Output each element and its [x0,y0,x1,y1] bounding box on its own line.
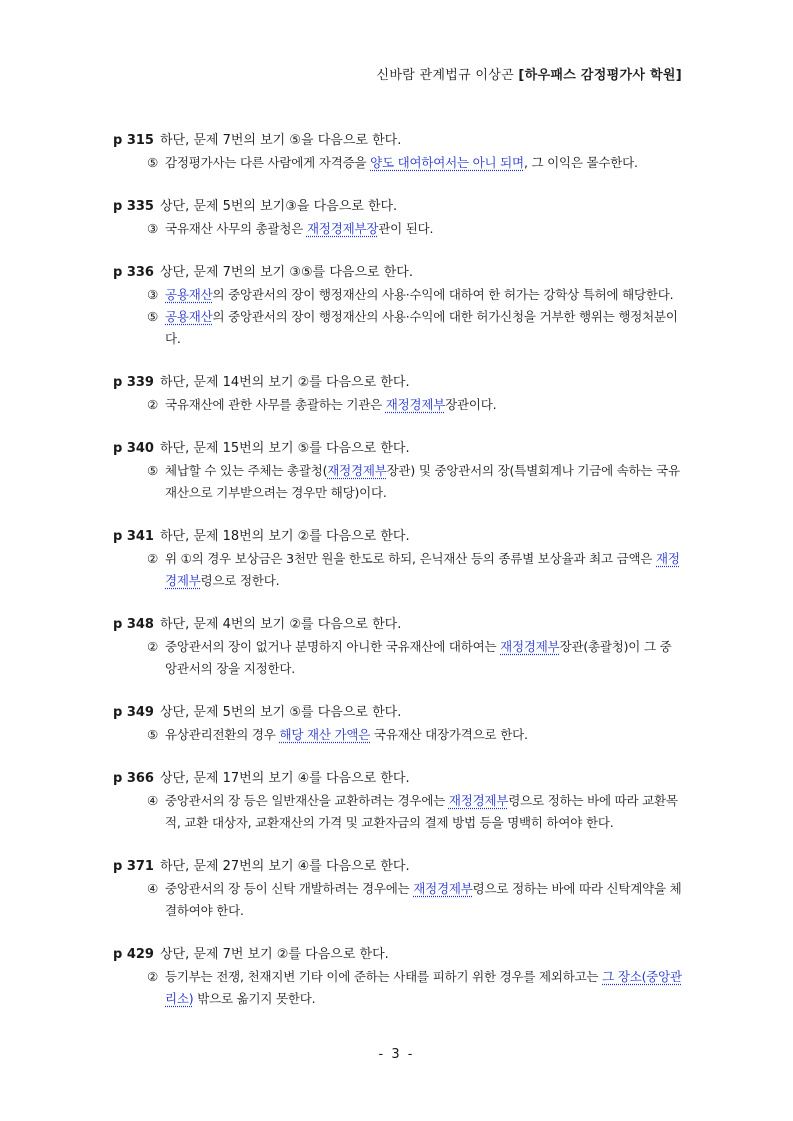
corrected-phrase: 공용재산 [165,287,213,302]
errata-entry [113,438,683,504]
choice-text: 밖으로 옮기지 못한다. [193,991,316,1006]
corrected-phrase: 재정경제부 [385,397,446,412]
corrected-phrase: 재정경제부장 [306,221,379,236]
page-reference: p 315 [113,133,154,148]
corrected-choice [113,460,683,504]
corrected-phrase: 양도 대여하여서는 아니 되며 [370,155,524,170]
page-reference: p 341 [113,529,154,544]
errata-entry [113,768,683,834]
corrected-phrase: 해당 재산 가액은 [279,727,371,742]
correction-instruction: 상단, 문제 5번의 보기③을 다음으로 한다. [159,199,398,214]
correction-instruction: 하단, 문제 7번의 보기 ⑤을 다음으로 한다. [159,133,402,148]
entry-heading [113,438,683,460]
choice-number: ③ [147,287,159,302]
errata-entry [113,614,683,680]
corrected-phrase: 재정경제부 [165,551,680,588]
choice-number: ④ [147,793,159,808]
choice-text: 령으로 정하는 바에 따라 신탁계약을 체결하여야 한다. [165,881,682,918]
choice-text: 중앙관서의 장이 없거나 분명하지 아니한 국유재산에 대하여는 [165,639,501,654]
entry-heading [113,944,683,966]
corrected-phrase: 그 장소(중앙관리소) [165,969,682,1006]
choice-text: 령으로 정한다. [200,573,280,588]
entry-heading [113,526,683,548]
errata-entry [113,196,683,240]
choice-number: ② [147,639,159,654]
page-reference: p 371 [113,859,154,874]
entry-heading [113,614,683,636]
choice-number: ② [147,969,159,984]
corrected-choice [113,284,683,306]
corrected-choice [113,724,683,746]
errata-entry [113,372,683,416]
corrected-choice [113,548,683,592]
choice-text: 중앙관서의 장 등은 일반재산을 교환하려는 경우에는 [165,793,449,808]
page-reference: p 336 [113,265,154,280]
correction-instruction: 상단, 문제 7번의 보기 ③⑤를 다음으로 한다. [159,265,413,280]
corrected-choice [113,636,683,680]
choice-text: 체납할 수 있는 주체는 총괄청( [165,463,328,478]
choice-text: 중앙관서의 장 등이 신탁 개발하려는 경우에는 [165,881,414,896]
header-author: 신바람 관계법규 이상곤 [376,68,514,83]
choice-number: ⑤ [147,309,159,324]
choice-number: ③ [147,221,159,236]
correction-instruction: 상단, 문제 7번 보기 ②를 다음으로 한다. [159,947,389,962]
corrected-choice [113,790,683,834]
corrected-choice [113,306,683,350]
entry-heading [113,856,683,878]
page-number: - 3 - [378,1047,415,1062]
correction-instruction: 하단, 문제 27번의 보기 ④를 다음으로 한다. [159,859,410,874]
page-reference: p 335 [113,199,154,214]
choice-text: 국유재산 사무의 총괄청은 [165,221,307,236]
choice-text: 유상관리전환의 경우 [165,727,280,742]
errata-list [113,130,683,1032]
correction-instruction: 하단, 문제 4번의 보기 ②를 다음으로 한다. [159,617,402,632]
correction-instruction: 상단, 문제 5번의 보기 ⑤를 다음으로 한다. [159,705,402,720]
errata-entry [113,130,683,174]
errata-entry [113,944,683,1010]
entry-heading [113,262,683,284]
page-reference: p 339 [113,375,154,390]
choice-text: 국유재산 대장가격으로 한다. [370,727,528,742]
corrected-phrase: 재정경제부 [448,793,509,808]
corrected-choice [113,878,683,922]
correction-instruction: 하단, 문제 18번의 보기 ②를 다음으로 한다. [159,529,410,544]
corrected-choice [113,218,683,240]
correction-instruction: 상단, 문제 17번의 보기 ④를 다음으로 한다. [159,771,410,786]
entry-heading [113,372,683,394]
page-header [377,64,682,83]
choice-text: 등기부는 전쟁, 천재지변 기타 이에 준하는 사태를 피하기 위한 경우를 제외하고는 [165,969,603,984]
choice-text: 위 ①의 경우 보상금은 3천만 원을 한도로 하되, 은닉재산 등의 종류별 보상율과 최고 금액은 [165,551,656,566]
page-reference: p 366 [113,771,154,786]
choice-text: 령으로 정하는 바에 따라 교환목적, 교환 대상자, 교환재산의 가격 및 교환자금의 결제 방법 등을 명백히 하여야 한다. [165,793,678,830]
entry-heading [113,768,683,790]
errata-entry [113,856,683,922]
choice-text: 관이 된다. [378,221,434,236]
choice-text: 장관이다. [445,397,497,412]
corrected-choice [113,152,683,174]
choice-number: ⑤ [147,155,159,170]
choice-text: 장관) 및 중앙관서의 장(특별회계나 기금에 속하는 국유재산으로 기부받으려는 경우만 해당)이다. [165,463,680,500]
corrected-phrase: 공용재산 [165,309,213,324]
choice-number: ⑤ [147,463,159,478]
page-reference: p 348 [113,617,154,632]
correction-instruction: 하단, 문제 14번의 보기 ②를 다음으로 한다. [159,375,410,390]
page-reference: p 349 [113,705,154,720]
choice-text: , 그 이익은 몰수한다. [523,155,638,170]
corrected-choice [113,966,683,1010]
choice-text: 의 중앙관서의 장이 행정재산의 사용·수익에 대하여 한 허가는 강학상 특허에 해당한다. [212,287,674,302]
header-academy: [하우패스 감정평가사 학원] [518,68,682,83]
corrected-phrase: 재정경제부 [500,639,560,654]
choice-text: 국유재산에 관한 사무를 총괄하는 기관은 [165,397,386,412]
choice-text: 의 중앙관서의 장이 행정재산의 사용·수익에 대한 허가신청을 거부한 행위는 행정처분이다. [165,309,678,346]
errata-entry [113,262,683,350]
errata-entry [113,702,683,746]
corrected-phrase: 재정경제부 [327,463,387,478]
corrected-phrase: 재정경제부 [413,881,473,896]
choice-number: ② [147,397,159,412]
entry-heading [113,702,683,724]
page-reference: p 429 [113,947,154,962]
errata-entry [113,526,683,592]
corrected-choice [113,394,683,416]
entry-heading [113,196,683,218]
choice-number: ② [147,551,159,566]
choice-text: 감정평가사는 다른 사람에게 자격증을 [165,155,371,170]
choice-number: ④ [147,881,159,896]
correction-instruction: 하단, 문제 15번의 보기 ⑤를 다음으로 한다. [159,441,410,456]
entry-heading [113,130,683,152]
page-reference: p 340 [113,441,154,456]
choice-text: 장관(총괄청)이 그 중앙관서의 장을 지정한다. [165,639,672,676]
choice-number: ⑤ [147,727,159,742]
